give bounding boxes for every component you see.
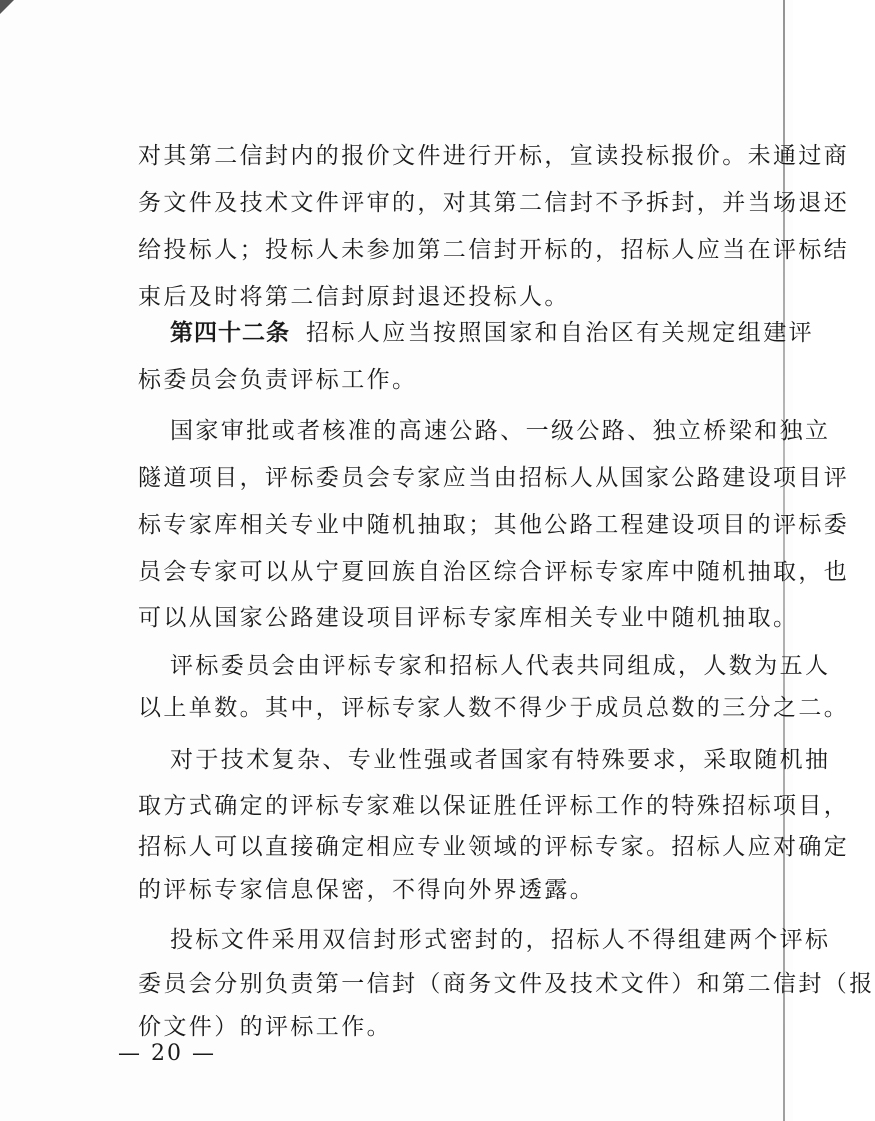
text-line: 可以从国家公路建设项目评标专家库相关专业中随机抽取。 [138,605,799,631]
text-line: 标委员会负责评标工作。 [138,367,418,393]
text-line: 招标人应当按照国家和自治区有关规定组建评 [306,320,814,346]
text-line: 取方式确定的评标专家难以保证胜任评标工作的特殊招标项目， [138,793,850,819]
text-line: 投标文件采用双信封形式密封的，招标人不得组建两个评标 [170,927,831,953]
text-line: 对其第二信封内的报价文件进行开标，宣读投标报价。未通过商 [138,143,850,169]
text-line: 的评标专家信息保密，不得向外界透露。 [138,877,596,903]
text-line: 务文件及技术文件评审的，对其第二信封不予拆封，并当场退还 [138,190,850,216]
text-line: 给投标人；投标人未参加第二信封开标的，招标人应当在评标结 [138,237,850,263]
article-heading: 第四十二条 [170,320,290,346]
page-number: — 20 — [118,1041,216,1066]
text-line: 国家审批或者核准的高速公路、一级公路、独立桥梁和独立 [170,418,831,444]
text-line: 招标人可以直接确定相应专业领域的评标专家。招标人应对确定 [138,834,850,860]
text-line: 对于技术复杂、专业性强或者国家有特殊要求，采取随机抽 [170,747,831,773]
text-line: 以上单数。其中，评标专家人数不得少于成员总数的三分之二。 [138,695,850,721]
text-line: 隧道项目，评标委员会专家应当由招标人从国家公路建设项目评 [138,465,850,491]
text-line: 标专家库相关专业中随机抽取；其他公路工程建设项目的评标委 [138,512,850,538]
text-line: 委员会分别负责第一信封（商务文件及技术文件）和第二信封（报 [138,971,875,997]
text-line: 价文件）的评标工作。 [138,1014,392,1040]
text-line: 评标委员会由评标专家和招标人代表共同组成，人数为五人 [170,653,831,679]
text-line: 束后及时将第二信封原封退还投标人。 [138,284,570,310]
text-line: 员会专家可以从宁夏回族自治区综合评标专家库中随机抽取，也 [138,559,850,585]
scan-corner-mark [0,0,14,14]
